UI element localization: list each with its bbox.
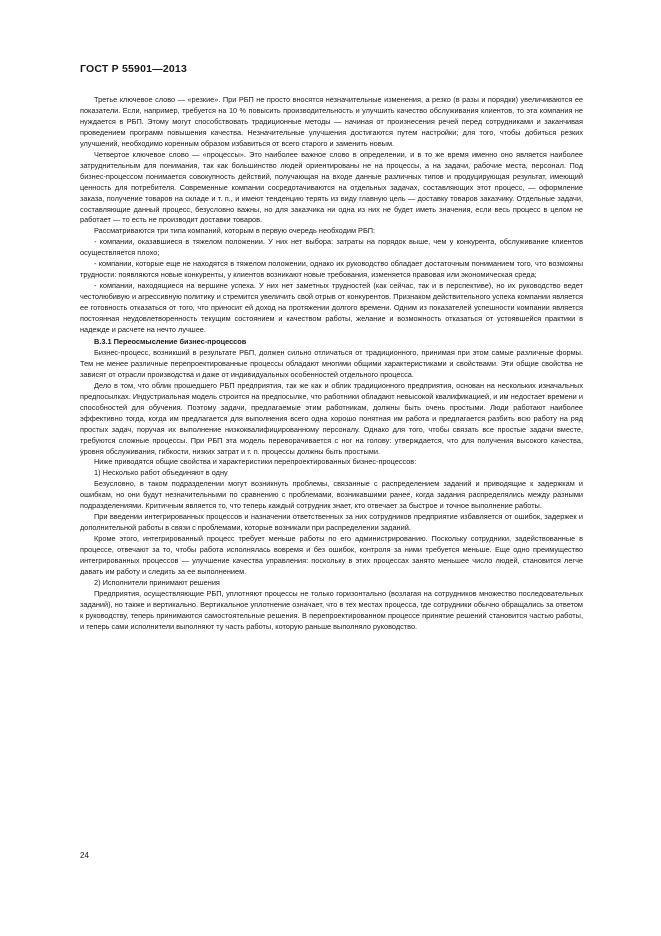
- paragraph: Ниже приводятся общие свойства и характеристики перепроектированных бизнес-процессов:: [94, 457, 417, 467]
- numbered-item: 1) Несколько работ объединяют в одну: [94, 468, 228, 478]
- paragraph: Четвертое ключевое слово — «процессы». Это наиболее важное слово в определении, и в то же время именно оно является наиболее затруднительным для понимания, так как большинство людей ориентированы не на процессы, а на задачи, рабочие места, персонал. Под бизнес-процессом понимается совокупность действий, получающая на входе данные различных типов и продуцирующая результат, имеющий ценность для потребителя. Современные компании сосредотачиваются на отдельных задачах, составляющих этот процесс, — оформление заказа, получение товаров на складе и т. п., и имеют тенденцию терять из виду главную цель — доставку товаров заказчику. Отдельные задачи, составляющие данный процесс, безусловно важны, но для заказчика ни одна из них не будет иметь значения, если весь процесс в целом не работает — то есть не производит доставки товаров.: [80, 149, 583, 225]
- list-item: - компании, которые еще не находятся в тяжелом положении, однако их руководство обладает достаточным пониманием того, что возможны трудности: появляются новые конкуренты, у клиентов возникают новые требования, изменяется правовая или экономическая среда;: [80, 259, 583, 280]
- paragraph: Бизнес-процесс, возникший в результате РБП, должен сильно отличаться от традиционного, принимая при этом самые различные формы. Тем не менее различные перепроектированные процессы обладают многими общими характеристиками и свойствами. Эти общие свойства не зависят от отрасли производства и даже от индивидуальных особенностей отдельного процесса.: [80, 347, 583, 379]
- paragraph: Третье ключевое слово — «резкие». При РБП не просто вносятся незначительные изменения, а резко (в разы и порядки) увеличиваются ее показатели. Если, например, требуется на 10 % повысить производительность и улучшить качество обслуживания клиентов, то эта компания не нуждается в РБП. Этому могут способствовать традиционные методы — начиная от произнесения речей перед сотрудниками и заканчивая проведением программ повышения качества. Незначительные улучшения достигаются путем настройки; для того, чтобы добиться резких улучшений, необходимо коренным образом избавиться от всего старого и заменить новым.: [80, 95, 583, 148]
- paragraph: Рассматриваются три типа компаний, которым в первую очередь необходим РБП:: [94, 226, 376, 236]
- page-number: 24: [80, 851, 89, 860]
- paragraph: Предприятия, осуществляющие РБП, уплотняют процессы не только горизонтально (возлагая на сотрудников множество последовательных заданий), но также и вертикально. Вертикальное уплотнение означает, что в тех местах процесса, где сотрудники обычно обращались за ответом к руководству, теперь принимаются самостоятельные решения. В перепроектированном процессе принятие решений становится частью работы, и теперь сами исполнители выполняют ту часть работы, которую раньше выполняло руководство.: [80, 588, 583, 631]
- section-heading: В.3.1 Переосмысление бизнес-процессов: [94, 336, 247, 346]
- list-item: - компании, находящиеся на вершине успеха. У них нет заметных трудностей (как сейчас, так и в перспективе), но их руководство ведет честолюбивую и агрессивную политику и стремится увеличить свой отрыв от конкурентов. Признаком действительного успеха компании является ее готовность отказаться от того, что приносит ей доход на протяжении долгого времени. Одним из показателей успешности компании является постоянная неудовлетворенность текущим состоянием и качеством работы, желание и возможность отказаться от устоявшейся практики в надежде и расчете на нечто лучшее.: [80, 281, 583, 335]
- list-item: - компании, оказавшиеся в тяжелом положении. У них нет выбора: затраты на порядок выше, чем у конкурента, обслуживание клиентов осуществляется плохо;: [80, 237, 583, 258]
- paragraph: Кроме этого, интегрированный процесс требует меньше работы по его администрированию. Поскольку сотрудники, задействованные в процессе, отвечают за то, чтобы работа исполнялась вовремя и без ошибок, контроля за ними требуется меньше. Еще одно преимущество интегрированных процессов — улучшение качества управления: поскольку в этих процессах занято меньшее число людей, становится легче давать им работу и следить за ее выполнением.: [80, 534, 583, 576]
- paragraph: Дело в том, что облик прошедшего РБП предприятия, так же как и облик традиционного предприятия, основан на нескольких изначальных предпосылках. Индустриальная модель строится на предпосылке, что работники обладают невысокой квалификацией, и им недостает времени и способностей для обучения. Поэтому задачи, предлагаемые этим работникам, должны быть очень простыми. Люди работают наиболее эффективно тогда, когда им предлагается для выполнения всего одна хорошо понятная им работа и предлагается разбить всю работу на ряд простых задач, поручая их выполнение низкоквалифицированному персоналу. Однако для того, чтобы связать все простые задачи вместе, требуются сложные процессы. При РБП эта модель переворачивается с ног на голову: утверждается, что для получения высокого качества, уровня обслуживания, гибкости, низких затрат и т. п. процессы должны быть простыми.: [80, 380, 583, 456]
- paragraph: При введении интегрированных процессов и назначении ответственных за них сотрудников предприятие избавляется от ошибок, задержек и дополнительной работы в связи с проблемами, которые возникали при распределении заданий.: [80, 512, 583, 533]
- document-body: [80, 95, 583, 633]
- paragraph: Безусловно, в таком подразделении могут возникнуть проблемы, связанные с распределением заданий и приводящие к задержкам и ошибкам, но они будут незначительными по сравнению с проблемами, возникавшими ранее, когда задания распределялись между разными подразделениями. Критичным является то, что теперь каждый сотрудник знает, кто отвечает за быстрое и точное выполнение работы.: [80, 479, 583, 511]
- numbered-item: 2) Исполнители принимают решения: [94, 577, 220, 587]
- standard-header: ГОСТ Р 55901—2013: [80, 63, 188, 75]
